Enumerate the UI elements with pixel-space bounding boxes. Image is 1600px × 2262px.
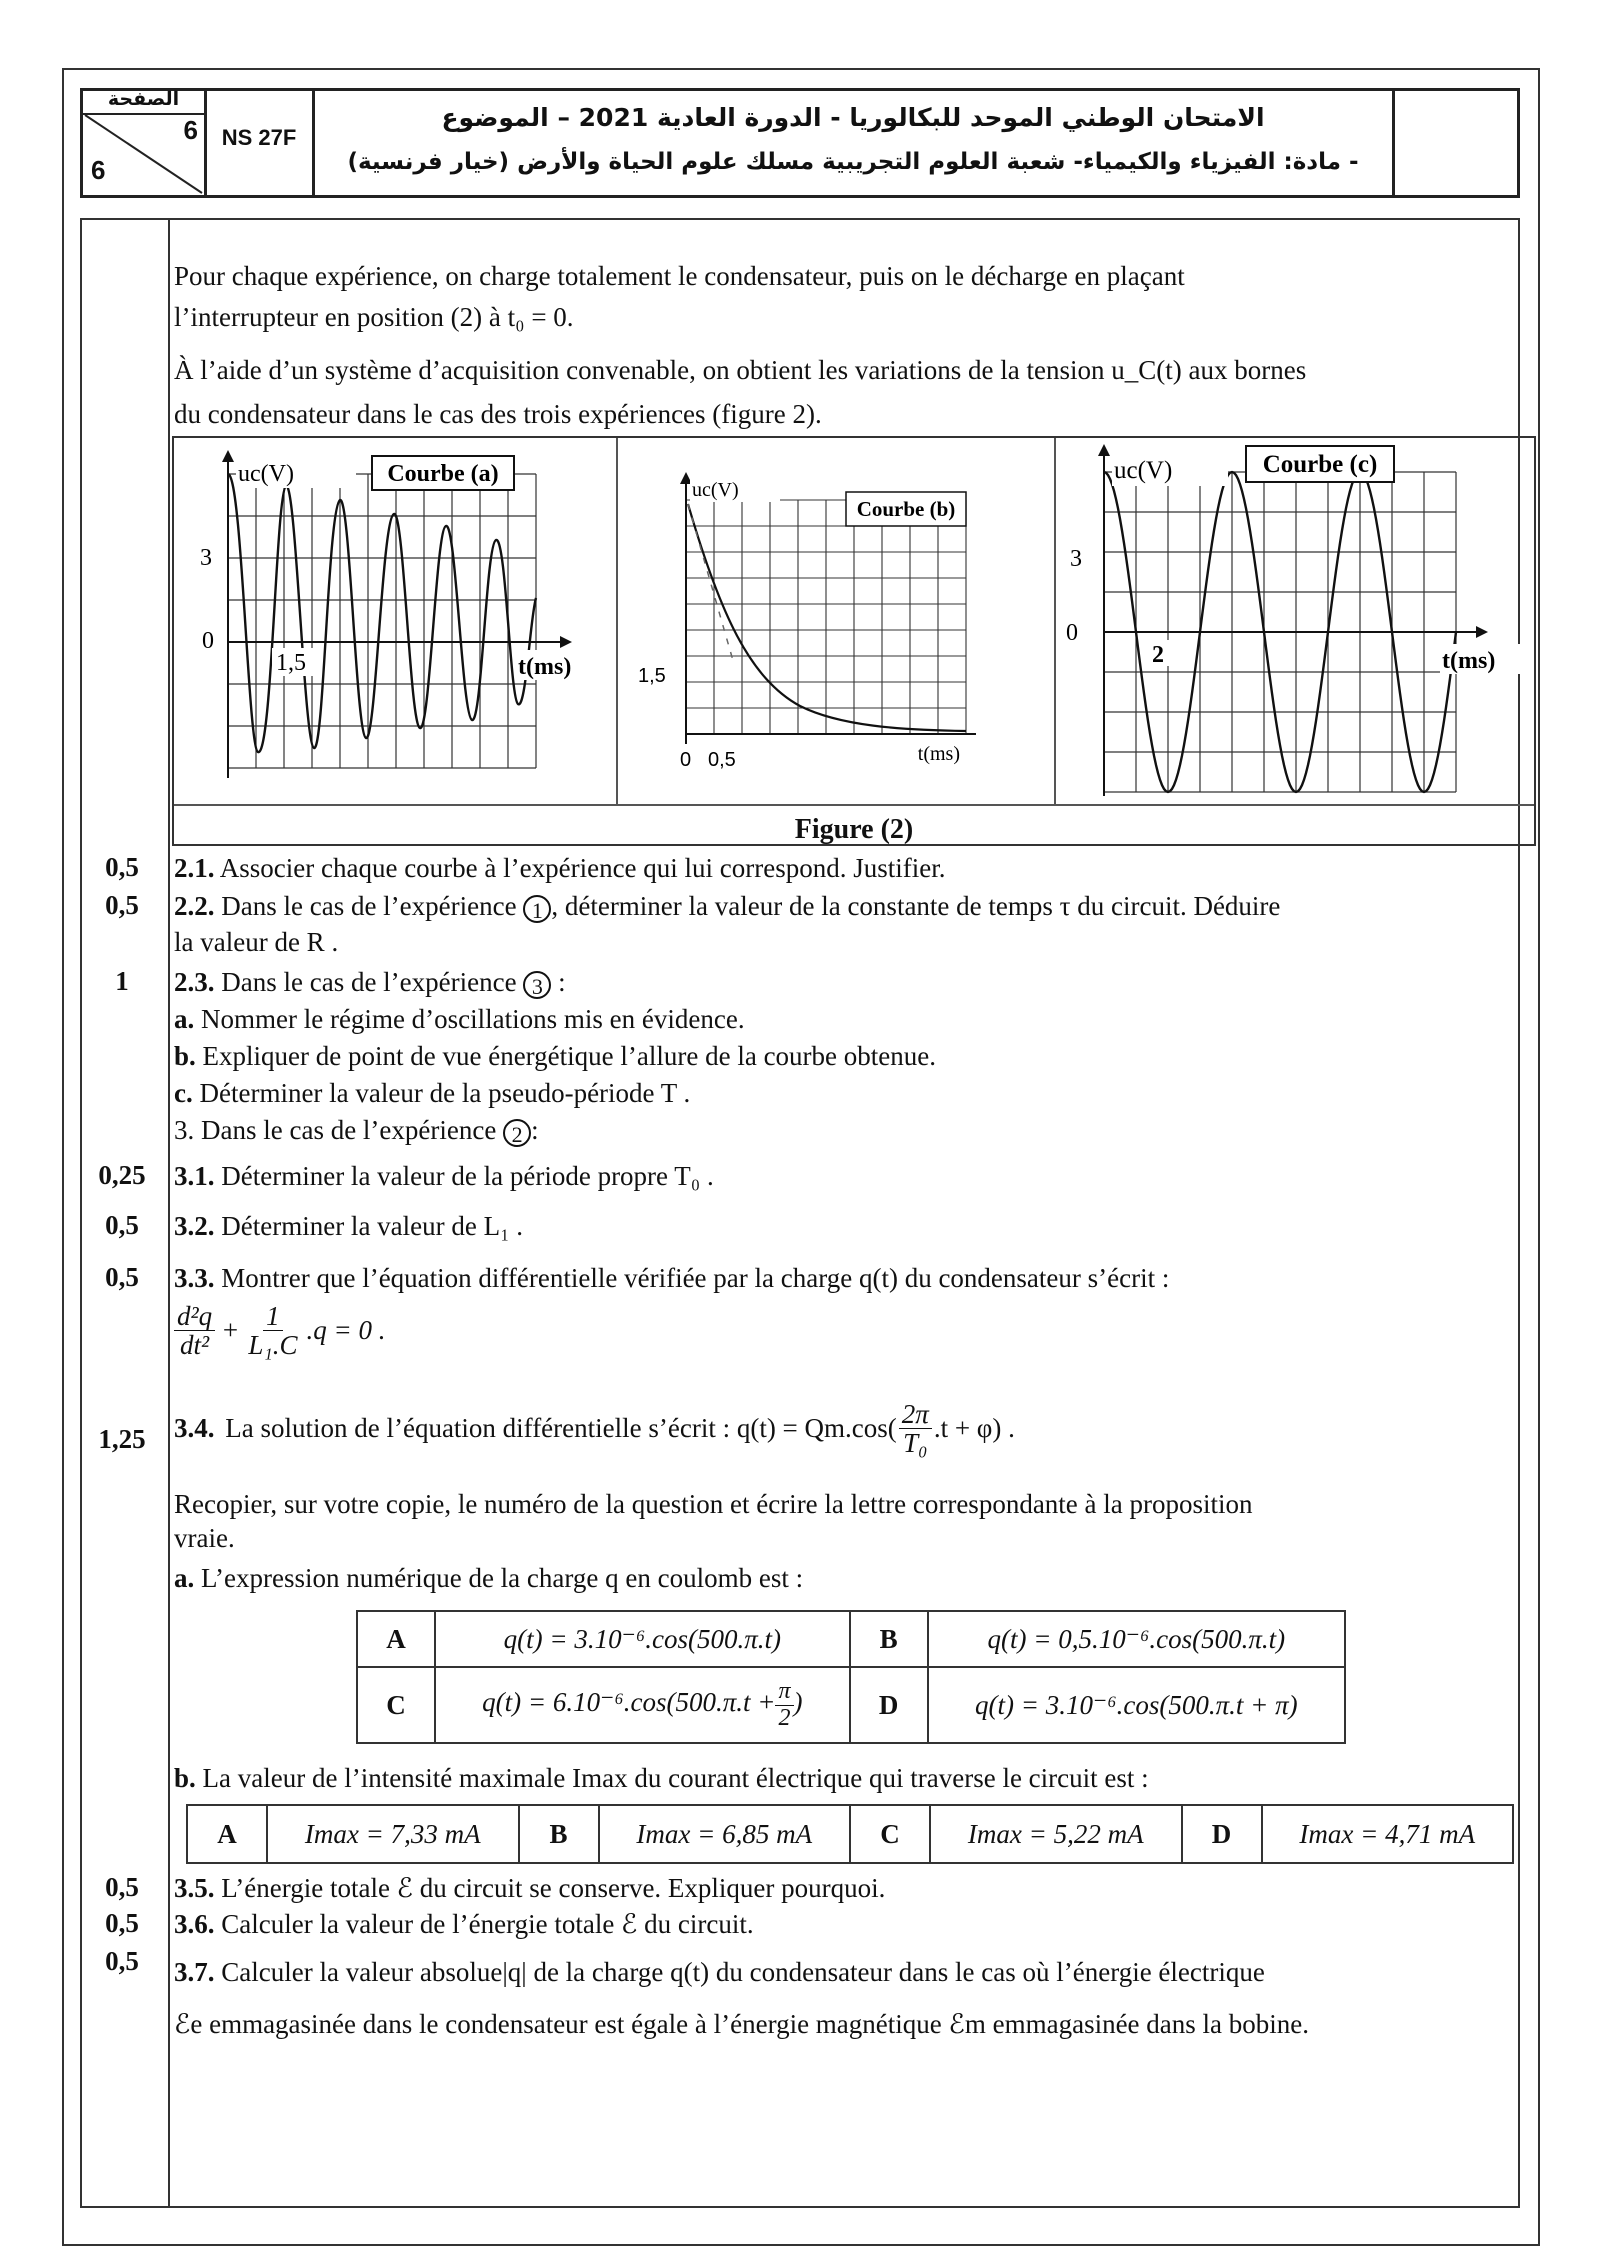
graph-a-ytick: 3 [200,545,212,571]
graph-courbe-a [200,448,620,798]
points-q31: 0,25 [98,1160,146,1190]
page-number: 6 [183,115,198,145]
option-c-letter: C [357,1667,435,1743]
option-b-value: Imax = 6,85 mA [599,1805,851,1863]
q37: 3.7. Calculer la valeur absolue|q| de la charge q(t) du condensateur dans le cas où l’énergie électrique [174,1957,1265,1987]
y-axis-arrow [1098,444,1110,456]
graph-a-xlabel: t(ms) [518,654,572,680]
graph-c-xlabel: t(ms) [1442,648,1496,674]
q21: 2.1. Associer chaque courbe à l’expérience qui lui correspond. Justifier. [174,853,946,883]
option-a-expr: q(t) = 3.10⁻⁶.cos(500.π.t) [435,1611,850,1667]
q22: 2.2. Dans le cas de l’expérience 1 , déterminer la valeur de la constante de temps τ du circuit. Déduire [174,891,1281,923]
option-b-expr: q(t) = 0,5.10⁻⁶.cos(500.π.t) [928,1611,1345,1667]
q23: 2.3. Dans le cas de l’expérience 3 : [174,967,566,999]
q22-line2: la valeur de R . [174,927,339,957]
option-d-letter: D [1182,1805,1262,1863]
x-axis-arrow [1476,626,1488,638]
graph-c-ytick: 3 [1070,546,1082,572]
page-number-cell [83,88,207,195]
q23b: b. Expliquer de point de vue énergétique l’allure de la courbe obtenue. [174,1041,937,1071]
points-column-divider [168,218,170,2208]
q31: 3.1. Déterminer la valeur de la période propre T₀ . [174,1161,714,1191]
graph-b-xlabel: t(ms) [917,743,960,765]
intro-line2: l’interrupteur en position (2) à t₀ = 0. [174,302,574,332]
option-b-letter: B [850,1611,928,1667]
figure-caption: Figure (2) [794,814,914,845]
points-q23: 1 [115,966,129,996]
option-d-value: Imax = 4,71 mA [1262,1805,1514,1863]
option-c-letter: C [850,1805,930,1863]
q32: 3.2. Déterminer la valeur de L₁ . [174,1211,524,1241]
option-d-expr: q(t) = 3.10⁻⁶.cos(500.π.t + π) [928,1667,1345,1743]
option-c-expr: q(t) = 6.10⁻⁶.cos(500.π.t + $\frac{\pi}{2}$ ) [435,1667,850,1743]
page-total: 6 [91,155,106,185]
options-table-charge [356,1610,1346,1744]
curve-b [688,504,966,731]
exam-header [80,88,1520,198]
instruction-line2: vraie. [174,1523,235,1553]
option-a-value: Imax = 7,33 mA [267,1805,519,1863]
exam-title-line1: الامتحان الوطني الموحد للبكالوريا - الدورة العادية 2021 – الموضوع [441,103,1265,132]
option-d-letter: D [850,1667,928,1743]
graph-a-zero: 0 [202,628,214,654]
q37-line2: ℰe emmagasinée dans le condensateur est égale à l’énergie magnétique ℰm emmagasinée dans la bobine. [174,2009,1310,2039]
graph-b-ytick: 1,5 [638,665,666,687]
graph-b-xtick: 0,5 [708,749,736,771]
options-table-current [186,1804,1514,1864]
graph-a-xtick: 1,5 [276,650,306,676]
option-b-letter: B [519,1805,599,1863]
points-q33: 0,5 [105,1262,139,1292]
option-c-value: Imax = 5,22 mA [930,1805,1182,1863]
graph-courbe-c [1064,440,1524,800]
graph-b-ylabel: uc(V) [692,479,739,501]
q36: 3.6. Calculer la valeur de l’énergie totale ℰ du circuit. [174,1909,754,1939]
title-cell [315,91,1395,195]
q34a: a. L’expression numérique de la charge q en coulomb est : [174,1563,804,1593]
graph-c-zero: 0 [1066,620,1078,646]
graph-a-title: Courbe (a) [387,461,499,487]
option-a-letter: A [357,1611,435,1667]
graph-b-title: Courbe (b) [856,497,956,521]
q34: 3.4. La solution de l’équation différentielle s’écrit : q(t) = Qm.cos( $\frac{2\pi}{\text{T₀}}$ .t + φ) . [174,1399,1015,1459]
graph-courbe-b [630,464,1030,784]
intro-line1: Pour chaque expérience, on charge totalement le condensateur, puis on le décharge en plaçant [174,261,1185,291]
exam-code: NS 27F [221,125,297,150]
graph-b-zero: 0 [680,749,692,771]
graph-a-ylabel: uc(V) [238,461,294,487]
q3: 3. Dans le cas de l’expérience 2 : [174,1115,539,1147]
points-q22: 0,5 [105,890,139,920]
exam-title-line2: - مادة: الفيزياء والكيمياء- شعبة العلوم التجريبية مسلك علوم الحياة والأرض (خيار فرنسية) [347,149,1359,175]
y-axis-arrow [222,450,234,462]
points-q37: 0,5 [105,1946,139,1976]
q23c: c. Déterminer la valeur de la pseudo-période T . [174,1078,691,1108]
instruction-line1: Recopier, sur votre copie, le numéro de la question et écrire la lettre correspondante à la proposition [174,1489,1253,1519]
x-axis-arrow [560,636,572,648]
code-cell [207,91,315,195]
graph-c-xtick: 2 [1152,642,1164,668]
q35: 3.5. L’énergie totale ℰ du circuit se conserve. Expliquer pourquoi. [174,1873,886,1903]
graph-c-ylabel: uc(V) [1114,457,1173,484]
differential-equation: $\frac{\text{d²q}}{\text{dt²}}$ + $\frac{1}{\text{L₁.C}}$ .q = 0 . [174,1302,386,1360]
q33: 3.3. Montrer que l’équation différentielle vérifiée par la charge q(t) du condensateur s’écrit : [174,1263,1170,1293]
intro-line3: À l’aide d’un système d’acquisition convenable, on obtient les variations de la tension u_C(t) aux bornes [174,355,1307,385]
points-q21: 0,5 [105,852,139,882]
points-q36: 0,5 [105,1908,139,1938]
option-a-letter: A [187,1805,267,1863]
graph-c-title: Courbe (c) [1262,451,1378,478]
points-q32: 0,5 [105,1210,139,1240]
points-q34: 1,25 [98,1424,146,1454]
intro-line4: du condensateur dans le cas des trois expériences (figure 2). [174,399,822,429]
empty-cell [1395,91,1517,195]
q34b: b. La valeur de l’intensité maximale Imax du courant électrique qui traverse le circuit est : [174,1763,1149,1793]
page-label: الصفحة [107,88,180,110]
points-q35: 0,5 [105,1872,139,1902]
q23a: a. Nommer le régime d’oscillations mis en évidence. [174,1004,745,1034]
